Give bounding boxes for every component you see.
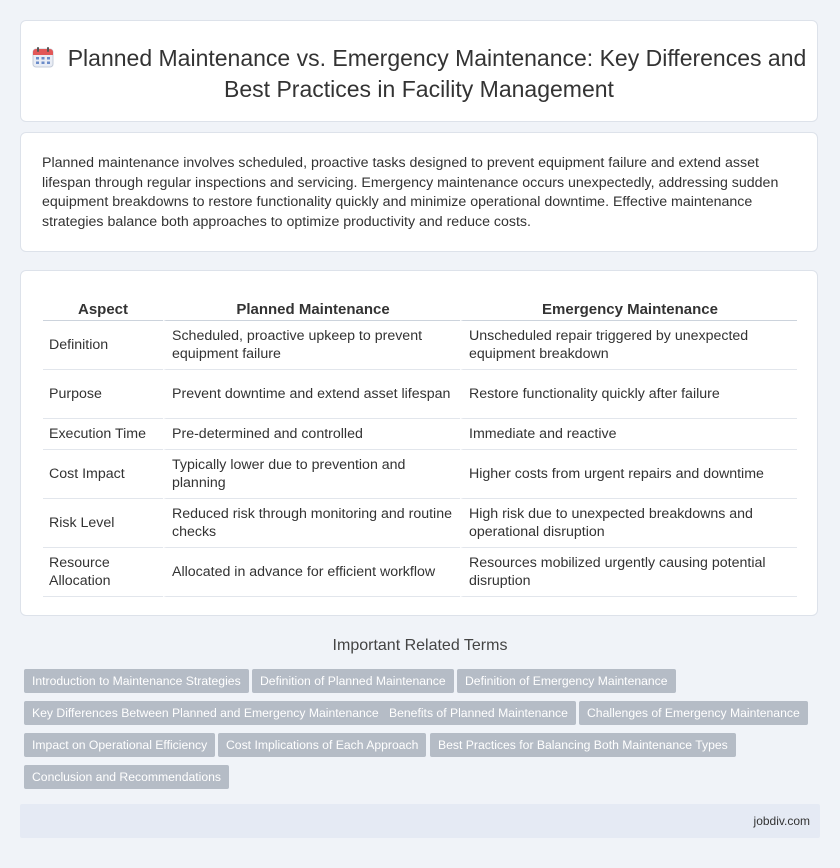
cell-aspect: Cost Impact bbox=[43, 450, 163, 499]
cell-emergency: Immediate and reactive bbox=[460, 419, 797, 450]
cell-aspect: Definition bbox=[43, 321, 163, 370]
cell-aspect: Risk Level bbox=[43, 499, 163, 548]
related-term-tag[interactable]: Impact on Operational Efficiency bbox=[24, 733, 215, 757]
cell-planned: Prevent downtime and extend asset lifespan bbox=[163, 370, 460, 419]
calendar-icon bbox=[32, 46, 54, 75]
comparison-card bbox=[20, 270, 818, 616]
cell-planned: Reduced risk through monitoring and routine checks bbox=[163, 499, 460, 548]
cell-emergency: Higher costs from urgent repairs and downtime bbox=[460, 450, 797, 499]
related-term-tag[interactable]: Introduction to Maintenance Strategies bbox=[24, 669, 249, 693]
cell-planned: Scheduled, proactive upkeep to prevent equipment failure bbox=[163, 321, 460, 370]
related-term-tag[interactable]: Definition of Planned Maintenance bbox=[252, 669, 454, 693]
table-row bbox=[43, 548, 797, 597]
table-row bbox=[43, 499, 797, 548]
cell-emergency: Unscheduled repair triggered by unexpected equipment breakdown bbox=[460, 321, 797, 370]
cell-planned: Pre-determined and controlled bbox=[163, 419, 460, 450]
footer-site-link[interactable]: jobdiv.com bbox=[753, 814, 810, 828]
related-term-tag[interactable]: Conclusion and Recommendations bbox=[24, 765, 229, 789]
cell-aspect: Execution Time bbox=[43, 419, 163, 450]
comparison-table bbox=[43, 295, 797, 597]
cell-emergency: Resources mobilized urgently causing potential disruption bbox=[460, 548, 797, 597]
cell-emergency: High risk due to unexpected breakdowns and operational disruption bbox=[460, 499, 797, 548]
intro-card bbox=[20, 132, 818, 252]
related-term-tag[interactable]: Cost Implications of Each Approach bbox=[218, 733, 426, 757]
related-term-tag[interactable]: Definition of Emergency Maintenance bbox=[457, 669, 676, 693]
page-title-wrap bbox=[21, 44, 817, 104]
table-row bbox=[43, 370, 797, 419]
related-term-tag[interactable]: Best Practices for Balancing Both Maintenance Types bbox=[430, 733, 736, 757]
cell-aspect: Purpose bbox=[43, 370, 163, 419]
footer bbox=[20, 804, 820, 838]
table-row bbox=[43, 450, 797, 499]
cell-planned: Allocated in advance for efficient workflow bbox=[163, 548, 460, 597]
header-emergency: Emergency Maintenance bbox=[460, 295, 797, 321]
related-terms-title: Important Related Terms bbox=[332, 637, 508, 654]
related-term-tag[interactable]: Key Differences Between Planned and Emergency Maintenance bbox=[24, 701, 387, 725]
related-term-tag[interactable]: Challenges of Emergency Maintenance bbox=[579, 701, 808, 725]
table-header-row bbox=[43, 295, 797, 321]
header-planned: Planned Maintenance bbox=[163, 295, 460, 321]
cell-emergency: Restore functionality quickly after failure bbox=[460, 370, 797, 419]
table-row bbox=[43, 419, 797, 450]
cell-aspect: Resource Allocation bbox=[43, 548, 163, 597]
related-term-tag[interactable]: Benefits of Planned Maintenance bbox=[381, 701, 576, 725]
table-row bbox=[43, 321, 797, 370]
page-title: Planned Maintenance vs. Emergency Maintenance: Key Differences and Best Practices in Facility Management bbox=[67, 45, 807, 102]
intro-paragraph: Planned maintenance involves scheduled, proactive tasks designed to prevent equipment failure and extend asset lifespan through regular inspections and servicing. Emergency maintenance occurs unexpectedly, addressing sudden equipment breakdowns to restore functionality quickly and minimize operational downtime. Effective maintenance strategies balance both approaches to optimize productivity and reduce costs. bbox=[42, 155, 779, 230]
title-card bbox=[20, 20, 818, 122]
cell-planned: Typically lower due to prevention and planning bbox=[163, 450, 460, 499]
header-aspect: Aspect bbox=[43, 295, 163, 321]
